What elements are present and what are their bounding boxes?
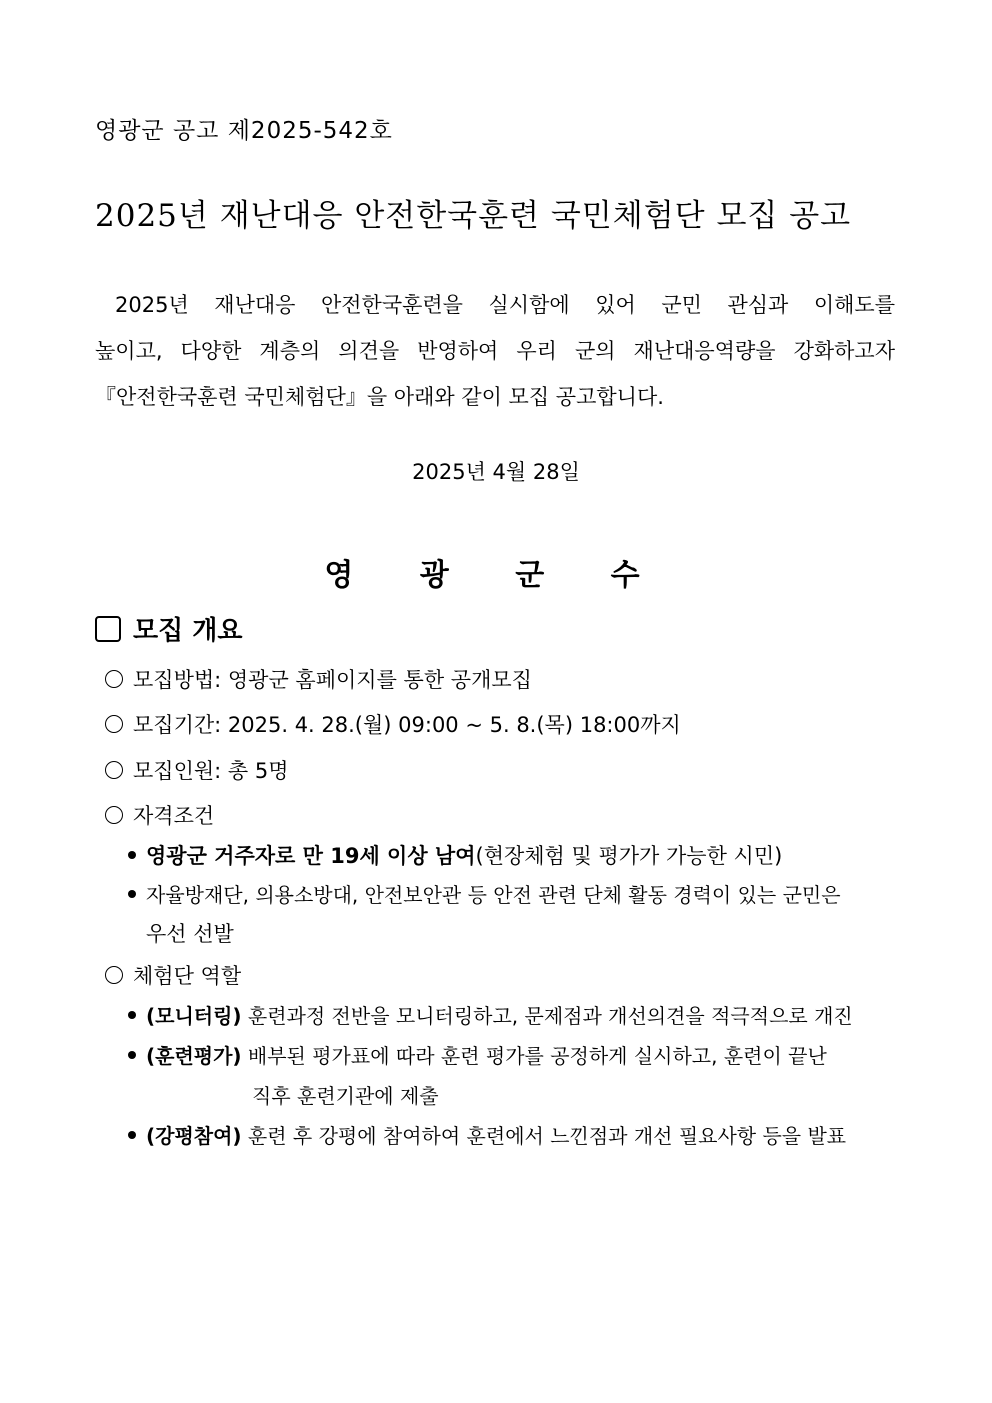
- period-text: 모집기간: 2025. 4. 28.(월) 09:00 ~ 5. 8.(목) 18:00까지: [133, 713, 681, 737]
- dot-bullet-icon: [128, 1131, 136, 1139]
- list-item-method: [105, 664, 532, 694]
- dot-bullet-icon: [128, 851, 136, 859]
- section-heading-label: 모집 개요: [133, 616, 243, 646]
- intro-paragraph: [95, 282, 895, 420]
- intro-line-1: 2025년 재난대응 안전한국훈련을 실시함에 있어 군민 관심과 이해도를: [115, 293, 895, 317]
- circle-bullet-icon: [105, 806, 123, 824]
- list-item-qualification: [105, 800, 214, 830]
- intro-line-3: 『안전한국훈련 국민체험단』을 아래와 같이 모집 공고합니다.: [95, 385, 664, 409]
- role-monitoring-text: 훈련과정 전반을 모니터링하고, 문제점과 개선의견을 적극적으로 개진: [247, 1004, 853, 1028]
- role-evaluation-line-1: 배부된 평가표에 따라 훈련 평가를 공정하게 실시하고, 훈련이 끝난: [247, 1044, 827, 1068]
- qualification-bullet-2: [128, 879, 841, 908]
- role-evaluation: [128, 1040, 827, 1069]
- checkbox-icon: [95, 616, 121, 642]
- roles-label: 체험단 역할: [133, 964, 242, 988]
- dot-bullet-icon: [128, 890, 136, 898]
- qualification-bullet-2-cont: 우선 선발: [146, 922, 234, 946]
- role-monitoring: [128, 1000, 853, 1029]
- qualification-label: 자격조건: [133, 804, 215, 828]
- role-evaluation-label: (훈련평가): [146, 1044, 242, 1068]
- list-item-roles: [105, 960, 241, 990]
- role-critique-text: 훈련 후 강평에 참여하여 훈련에서 느낀점과 개선 필요사항 등을 발표: [247, 1124, 847, 1148]
- list-item-count: [105, 755, 289, 785]
- section-heading: [95, 610, 243, 647]
- circle-bullet-icon: [105, 966, 123, 984]
- role-critique: [128, 1120, 846, 1149]
- notice-number: 영광군 공고 제2025-542호: [95, 118, 393, 144]
- role-monitoring-label: (모니터링): [146, 1004, 242, 1028]
- signer-title: 영 광 군 수: [324, 558, 668, 593]
- dot-bullet-icon: [128, 1011, 136, 1019]
- page-title: 2025년 재난대응 안전한국훈련 국민체험단 모집 공고: [95, 198, 852, 234]
- method-text: 모집방법: 영광군 홈페이지를 통한 공개모집: [133, 668, 532, 692]
- qualification-bullet-2-line-1: 자율방재단, 의용소방대, 안전보안관 등 안전 관련 단체 활동 경력이 있는 군민은: [146, 883, 841, 907]
- list-item-period: [105, 709, 681, 739]
- intro-line-2: 높이고, 다양한 계층의 의견을 반영하여 우리 군의 재난대응역량을 강화하고자: [95, 339, 895, 363]
- notice-date: 2025년 4월 28일: [412, 460, 580, 484]
- qualification-bullet-1: [128, 840, 782, 870]
- circle-bullet-icon: [105, 761, 123, 779]
- dot-bullet-icon: [128, 1051, 136, 1059]
- count-text: 모집인원: 총 5명: [133, 759, 289, 783]
- circle-bullet-icon: [105, 715, 123, 733]
- role-evaluation-cont: 직후 훈련기관에 제출: [252, 1084, 439, 1108]
- qualification-bullet-1-rest: (현장체험 및 평가가 가능한 시민): [475, 844, 783, 868]
- role-critique-label: (강평참여): [146, 1124, 242, 1148]
- qualification-bullet-1-bold: 영광군 거주자로 만 19세 이상 남여: [146, 844, 476, 868]
- circle-bullet-icon: [105, 670, 123, 688]
